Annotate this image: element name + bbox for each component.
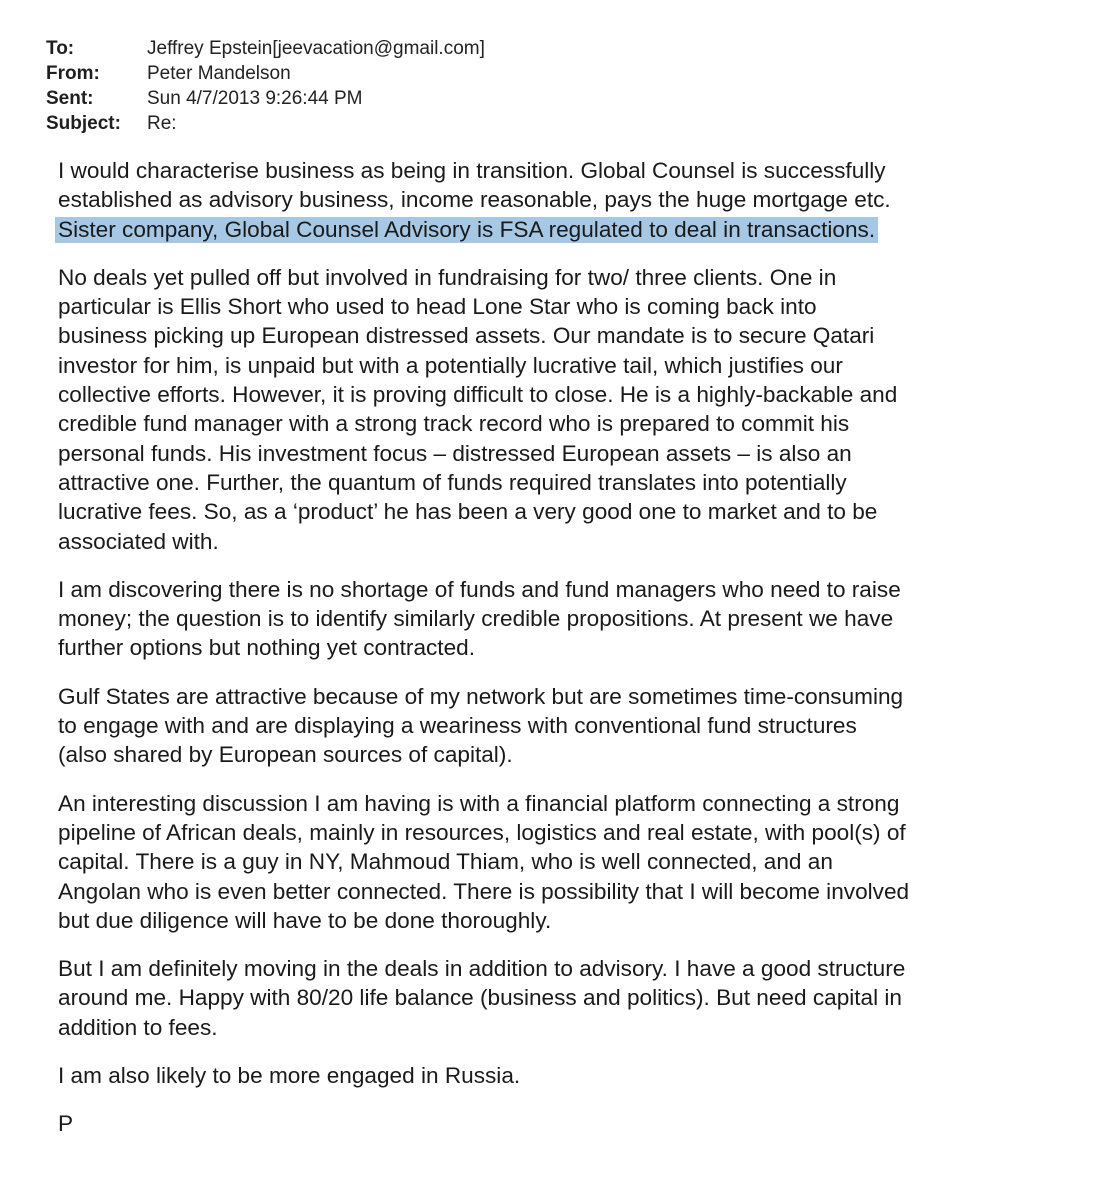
paragraph-3 — [58, 575, 1058, 663]
body-line: associated with. — [58, 528, 219, 554]
to-value: Jeffrey Epstein[jeevacation@gmail.com] — [147, 38, 485, 59]
body-line: but due diligence will have to be done thoroughly. — [58, 907, 552, 933]
sent-label: Sent: — [46, 88, 94, 109]
paragraph-6 — [58, 954, 1058, 1042]
signature: P — [58, 1111, 74, 1137]
body-line: credible fund manager with a strong track record who is prepared to commit his — [58, 411, 850, 437]
body-line: capital. There is a guy in NY, Mahmoud Thiam, who is well connected, and an — [58, 849, 833, 875]
to-row — [46, 36, 485, 61]
body-line: established as advisory business, income reasonable, pays the huge mortgage etc. — [58, 187, 891, 213]
paragraph-2 — [58, 263, 1058, 556]
body-line: Angolan who is even better connected. There is possibility that I will become involved — [58, 878, 910, 904]
to-label: To: — [46, 38, 75, 59]
body-line: investor for him, is unpaid but with a potentially lucrative tail, which justifies our — [58, 352, 843, 378]
paragraph-7 — [58, 1061, 1058, 1090]
from-label: From: — [46, 63, 100, 84]
highlighted-line-wrapper — [58, 215, 1058, 244]
body-line: I am discovering there is no shortage of funds and fund managers who need to raise — [58, 576, 901, 602]
body-line: I am also likely to be more engaged in Russia. — [58, 1063, 521, 1089]
from-value: Peter Mandelson — [147, 63, 291, 84]
body-line: lucrative fees. So, as a ‘product’ he has been a very good one to market and to be — [58, 499, 878, 525]
body-line: (also shared by European sources of capital). — [58, 742, 513, 768]
body-line: pipeline of African deals, mainly in resources, logistics and real estate, with pool(s) of — [58, 819, 906, 845]
body-line: to engage with and are displaying a weariness with conventional fund structures — [58, 713, 857, 739]
paragraph-4 — [58, 682, 1058, 770]
subject-row — [46, 111, 485, 136]
sent-value: Sun 4/7/2013 9:26:44 PM — [147, 88, 363, 109]
body-line: But I am definitely moving in the deals in addition to advisory. I have a good structure — [58, 956, 906, 982]
body-line: personal funds. His investment focus – distressed European assets – is also an — [58, 440, 852, 466]
email-header — [46, 36, 485, 136]
highlighted-line: Sister company, Global Counsel Advisory is FSA regulated to deal in transactions. — [55, 217, 878, 243]
body-line: An interesting discussion I am having is with a financial platform connecting a strong — [58, 790, 900, 816]
body-line: I would characterise business as being in transition. Global Counsel is successfully — [58, 158, 886, 183]
body-line: collective efforts. However, it is proving difficult to close. He is a highly-backable and — [58, 382, 898, 408]
email-body — [58, 156, 1058, 1158]
body-line: attractive one. Further, the quantum of funds required translates into potentially — [58, 469, 847, 495]
body-line: addition to fees. — [58, 1014, 218, 1040]
body-line: money; the question is to identify similarly credible propositions. At present we have — [58, 606, 894, 632]
body-line: No deals yet pulled off but involved in fundraising for two/ three clients. One in — [58, 264, 837, 290]
subject-label: Subject: — [46, 113, 121, 134]
paragraph-5 — [58, 789, 1058, 935]
body-line: particular is Ellis Short who used to head Lone Star who is coming back into — [58, 294, 817, 320]
body-line: further options but nothing yet contracted. — [58, 635, 475, 661]
body-line: business picking up European distressed assets. Our mandate is to secure Qatari — [58, 323, 875, 349]
subject-value: Re: — [147, 113, 177, 134]
paragraph-1 — [58, 156, 1058, 244]
body-line: around me. Happy with 80/20 life balance (business and politics). But need capital in — [58, 985, 903, 1011]
body-line: Gulf States are attractive because of my network but are sometimes time-consuming — [58, 683, 904, 709]
from-row — [46, 61, 485, 86]
sent-row — [46, 86, 485, 111]
